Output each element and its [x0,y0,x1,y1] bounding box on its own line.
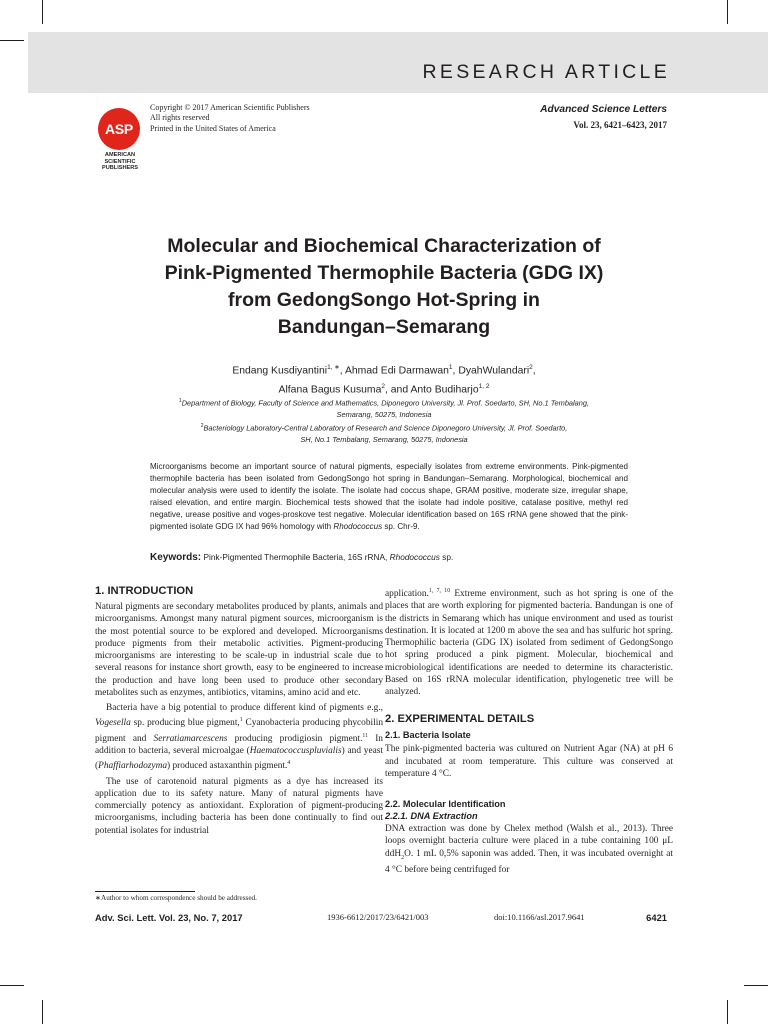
author-name: Anto Budiharjo [410,384,479,396]
affiliation-list [100,396,668,447]
publisher-logo-icon: ASP [98,108,140,150]
footer-issn: 1936-6612/2017/23/6421/003 [327,912,429,922]
paragraph: Natural pigments are secondary metabolites produced by plants, animals and microorganisms. Amongst many natural pigment sources, microorganism is the most potential source to be explored and developed. Microorganisms produce pigments from their metabolic activities. Pigment-producing microorganisms are interesting to be scale-up in industrial scale due to several reasons for instance short growth, easy to be engineered to increase the production and have long been used to produce other secondary metabolites such as enzymes, antibiotics, vitamins, amino acid and etc. [95,602,383,698]
author-affiliation-mark: 1 [448,364,453,371]
paragraph: The pink-pigmented bacteria was cultured on Nutrient Agar (NA) at pH 6 and incubated at room temperature. This culture was conserved at temperature 4 °C. [385,744,673,779]
section-heading: 1. INTRODUCTION [95,585,194,597]
subsubsection-heading: 2.2.1. DNA Extraction [385,811,478,822]
article-title: Molecular and Biochemical Characterization of Pink-Pigmented Thermophile Bacteria (GDG IX) from GedongSongo Hot-Spring in Bandungan–Semarang [164,235,604,338]
paragraph: DNA extraction was done by Chelex method (Walsh et al., 2013). Three loops overnight bacteria culture were placed in a tube containing 100 μL ddH$_2$O. 1 mL 0,5% saponin was added. Then, it was incubated overnight at 4 °C before being centrifuged for [385,824,673,875]
crop-mark [0,985,24,986]
body-column-left [95,584,383,837]
paragraph: Bacteria have a big potential to produce different kind of pigments e.g., Vogesella sp. producing blue pigment,$^1$ Cyanobacteria producing phycobilin pigment and Serratiamarcescens producing prodigiosin pigment.$^{11}$ In addition to bacteria, several microalgae (Haematococcuspluvialis) and yeast (Phaffiarhodozyma) produced astaxanthin pigment.$^4$ [95,703,383,772]
keywords: Keywords: Pink-Pigmented Thermophile Bacteria, 16S rRNA, Rhodococcus sp. [150,552,454,563]
author-name: Endang Kusdiyantini [232,365,328,377]
crop-mark [0,40,24,41]
crop-mark [727,0,728,24]
affiliation: $^2$Bacteriology Laboratory-Central Laboratory of Research and Science Diponegoro University, Jl. Prof. Soedarto, SH, No.1 Tembalang, Semarang, 50275, Indonesia [200,423,568,445]
page-number: 6421 [646,912,667,923]
crop-mark [42,1000,43,1024]
footnote-rule [95,891,195,892]
article-type-label: RESEARCH ARTICLE [422,61,670,83]
subsection-heading: 2.2. Molecular Identification [385,799,506,810]
page-footer [95,912,667,926]
footnote: ∗Author to whom correspondence should be addressed. [95,894,257,902]
journal-info [540,103,667,131]
author-affiliation-mark: 1, ∗ [327,364,340,371]
author-list: Endang Kusdiyantini$^{1, ∗}$, Ahmad Edi Darmawan$^1$, DyahWulandari$^2$, Alfana Bagus Kusuma$^2$, and Anto Budiharjo$^{1, 2}$ [232,364,536,396]
footer-doi[interactable]: doi:10.1166/asl.2017.9641 [494,912,585,922]
paragraph: The use of carotenoid natural pigments as a dye has increased its application due to its safety nature. Many of natural pigments have commercially potency as antioxidant. Exploration of pigment-producing microorganisms, including bacteria has been done continually to find out potential isolates for industrial [95,776,383,836]
abstract: Microorganisms become an important source of natural pigments, especially isolates from extreme environments. Pink-pigmented thermophile bacteria has been isolated from GedongSongo hot spring in Bandungan–Semarang. Morphological, biochemical and molecular analysis were used to identify the isolate. The isolate had coccus shape, GRAM positive, moderate size, irregular shape, raised elevation, and entire margin. Biochemical tests showed that the isolate had indole positive, catalase positive, methyl red negative, urease positive and voges-proskove test negative. Molecular identification based on 16S rRNA gene showed that the pink-pigmented isolate GDG IX had 96% homology with Rhodococcus sp. Chr-9. [150,462,628,531]
crop-mark [744,985,768,986]
paragraph: application.$^{1, 7, 10}$ Extreme environment, such as hot spring is one of the places that are worth exploring for pigmented bacteria. Bandungan is one of the districts in Semarang which has unique environment and used as tourist destination. It is located at 1200 m above the sea and has sulfuric hot spring. Thermophilic bacteria (GDG IX) isolated from sediment of GedongSongo hot spring produced a pink pigment. Molecular, biochemical and microbiological identifications are needed to determine its characteristic. Based on 16S rRNA molecular identification, phylogenetic tree will be analyzed. [385,588,674,698]
publisher-logo [94,108,146,172]
author-name: Alfana Bagus Kusuma [278,384,382,396]
copyright-notice: Copyright © 2017 American Scientific Publishers All rights reserved Printed in the United States of America [150,103,310,133]
body-column-right [385,585,673,876]
journal-name: Advanced Science Letters [540,104,667,115]
section-heading: 2. EXPERIMENTAL DETAILS [385,713,535,726]
author-name: Ahmad Edi Darmawan [344,365,449,377]
author-affiliation-mark: 2 [529,364,533,371]
affiliation: $^1$Department of Biology, Faculty of Science and Mathematics, Diponegoro University, Jl. Prof. Soedarto, SH, No.1 Tembalang, Semarang, 50275, Indonesia [178,398,590,419]
crop-mark [727,1000,728,1024]
subsection-heading: 2.1. Bacteria Isolate [385,730,471,741]
crop-mark [42,0,43,24]
author-name: DyahWulandari [458,365,530,377]
author-affiliation-mark: 1, 2 [478,382,490,390]
publisher-logo-text: AMERICAN SCIENTIFIC PUBLISHERS [101,152,139,172]
journal-volume: Vol. 23, 6421–6423, 2017 [573,120,667,130]
footer-citation: Adv. Sci. Lett. Vol. 23, No. 7, 2017 [95,912,243,923]
keywords-label: Keywords: [150,552,202,563]
author-affiliation-mark: 2 [381,382,385,390]
